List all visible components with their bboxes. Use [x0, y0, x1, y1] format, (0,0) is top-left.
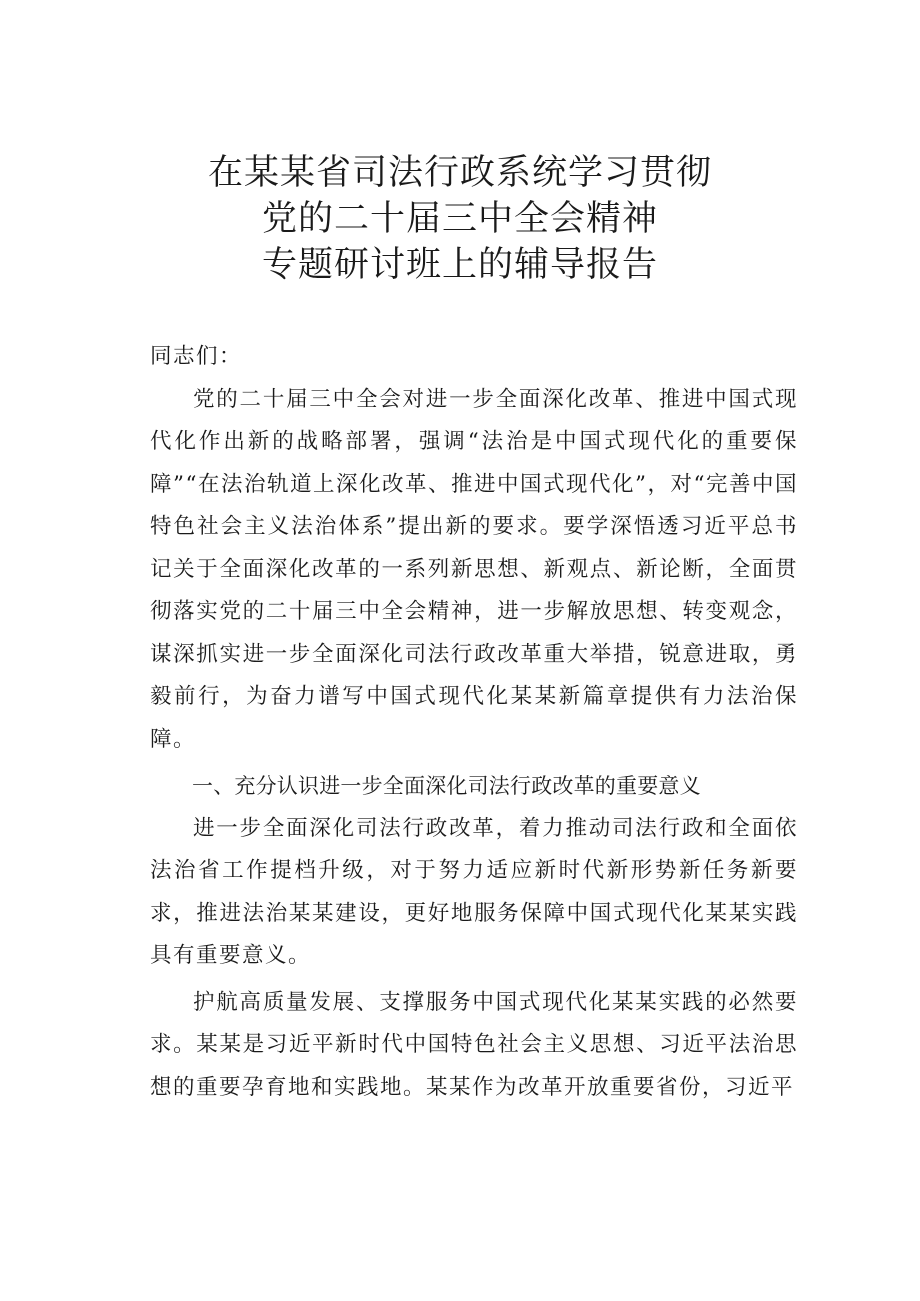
document-title [0, 150, 920, 288]
section-heading: 一、充分认识进一步全面深化司法行政改革的重要意义 [192, 774, 701, 798]
salutation: 同志们： [150, 344, 243, 369]
intro-paragraph: 党的二十届三中全会对进一步全面深化改革、推进中国式现代化作出新的战略部署，强调“法治是中国式现代化的重要保障”“在法治轨道上深化改革、推进中国式现代化”，对“完善中国特色社会主义法治体系”提出新的要求。要学深悟透习近平总书记关于全面深化改革的一系列新思想、新观点、新论断，全面贯彻落实党的二十届三中全会精神，进一步解放思想、转变观念，谋深抓实进一步全面深化司法行政改革重大举措，锐意进取，勇毅前行，为奋力谱写中国式现代化某某新篇章提供有力法治保障。 [150, 386, 798, 752]
section-paragraph-2: 护航高质量发展、支撑服务中国式现代化某某实践的必然要求。某某是习近平新时代中国特色社会主义思想、习近平法治思想的重要孕育地和实践地。某某作为改革开放重要省份，习近平 [150, 989, 798, 1100]
title-line-1: 在某某省司法行政系统学习贯彻 [207, 153, 712, 193]
document-body [150, 336, 798, 1109]
title-line-3: 专题研讨班上的辅导报告 [261, 245, 658, 285]
title-line-2: 党的二十届三中全会精神 [261, 199, 658, 239]
section-paragraph-1: 进一步全面深化司法行政改革，着力推动司法行政和全面依法治省工作提档升级，对于努力适应新时代新形势新任务新要求，推进法治某某建设，更好地服务保障中国式现代化某某实践具有重要意义。 [150, 815, 798, 968]
